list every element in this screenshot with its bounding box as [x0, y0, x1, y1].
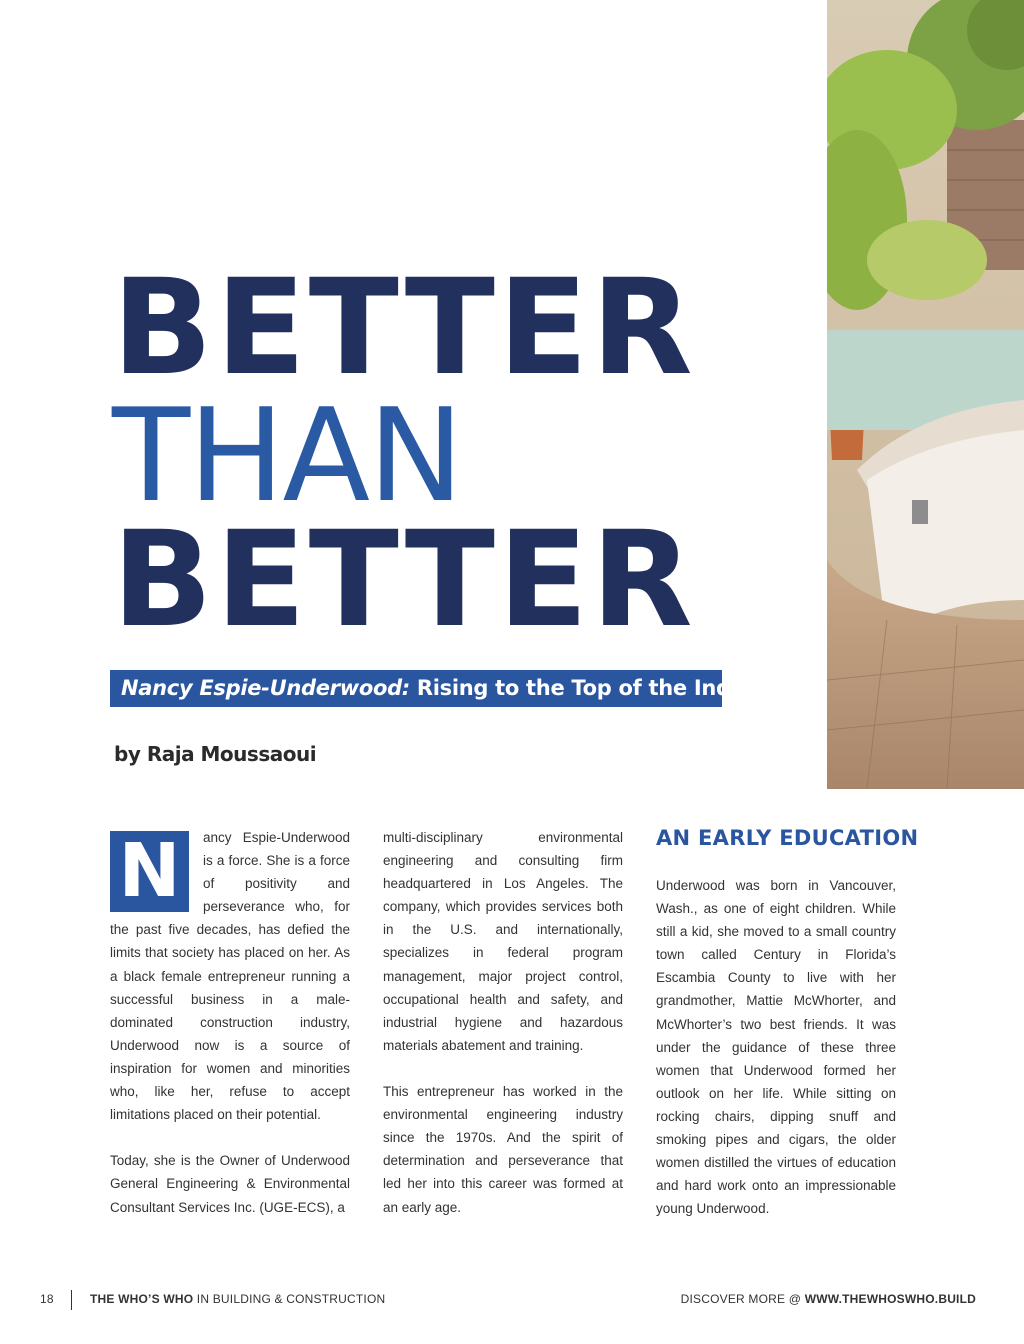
article-column-2 [383, 826, 623, 1242]
headline-line-2: THAN [112, 382, 462, 531]
subtitle-banner [110, 670, 791, 707]
discover-more [681, 1292, 976, 1306]
subtitle-text: Rising to the Top of the Industry [409, 676, 791, 700]
magazine-name-bold: THE WHO’S WHO [90, 1292, 194, 1306]
footer-divider [71, 1290, 72, 1310]
paragraph: Underwood was born in Vancouver, Wash., as one of eight children. While still a kid, she moved to a small country town called Century in Florida’s Escambia County to live with her grandmother, Mattie McWhorter, and McWhorter’s two best friends. It was under the guidance of these three women that Underwood formed her outlook on her life. While sitting on rocking chairs, dipping snuff and smoking pipes and cigars, the older women distilled the virtues of education and hard work onto an impressionable young Underwood. [656, 878, 896, 1217]
subtitle-name: Nancy Espie-Underwood: [121, 676, 410, 700]
article-column-1 [110, 826, 350, 1242]
article-column-3 [656, 874, 896, 1244]
drop-cap: N [110, 831, 189, 912]
headline-line-3: BETTER [112, 503, 696, 657]
page-number: 18 [40, 1292, 54, 1306]
magazine-name [90, 1292, 385, 1306]
paragraph: Today, she is the Owner of Underwood General Engineering & Environmental Consultant Services Inc. (UGE-ECS), a [110, 1153, 350, 1215]
magazine-name-rest: IN BUILDING & CONSTRUCTION [193, 1292, 386, 1306]
website-link[interactable]: WWW.THEWHOSWHO.BUILD [804, 1292, 976, 1306]
paragraph [110, 826, 350, 1126]
paragraph: This entrepreneur has worked in the environmental engineering industry since the 1970s. And the spirit of determination and perseverance that led her into this career was formed at an early age. [383, 1084, 623, 1215]
pool-garden-image [827, 0, 1024, 789]
paragraph-text: ancy Espie-Underwood is a force. She is a force of positivity and perseverance who, for the past five decades, has defied the limits that society has placed on her. As a black female entrepreneur running a successful business in a male-dominated construction industry, Underwood now is a source of inspiration for women and minorities who, like her, refuse to accept limitations placed on their potential. [110, 830, 350, 1123]
headline-line-1: BETTER [112, 251, 696, 405]
feature-photo [827, 0, 1024, 789]
section-heading: AN EARLY EDUCATION [656, 826, 919, 850]
paragraph: multi-disciplinary environmental engineering and consulting firm headquartered in Los Angeles. The company, which provides services both in the U.S. and internationally, specializes in federal program management, major project control, occupational health and safety, and industrial hygiene and hazardous materials abatement and training. [383, 830, 623, 1053]
discover-text: DISCOVER MORE @ [680, 1292, 805, 1306]
byline: by Raja Moussaoui [114, 742, 317, 766]
